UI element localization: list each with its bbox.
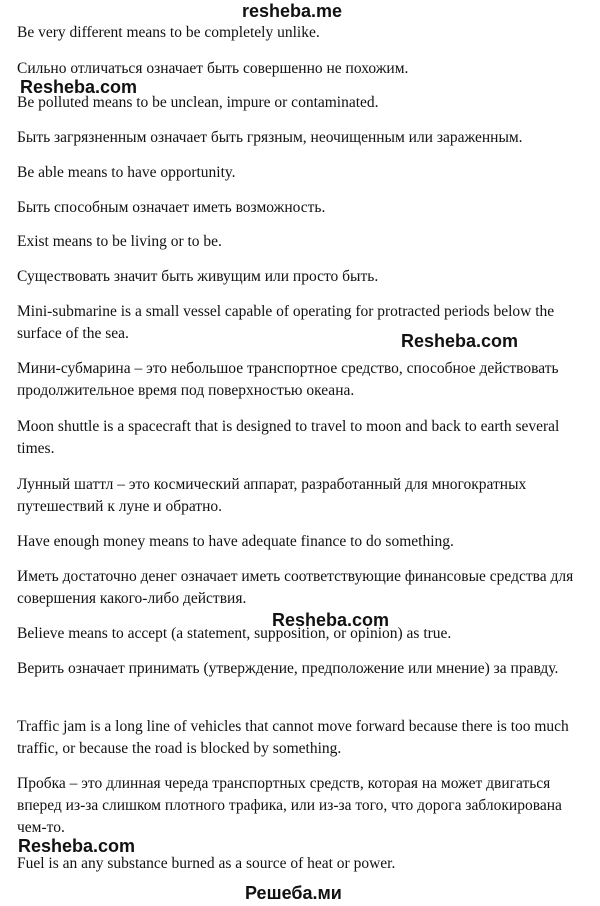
watermark-top: resheba.me [242,1,343,21]
paragraph-7: Exist means to be living or to be. [17,233,222,250]
paragraph-17: Traffic jam is a long line of vehicles that cannot move forward because there is too much traffic, or because the road is blocked by something. [17,718,569,757]
watermark-mark-1: Resheba.com [20,77,138,97]
paragraph-19: Fuel is an any substance burned as a source of heat or power. [17,855,396,872]
paragraph-11: Moon shuttle is a spacecraft that is designed to travel to moon and back to earth several times. [17,418,560,457]
watermark-mark-2: Resheba.com [401,331,519,351]
paragraph-16: Верить означает принимать (утверждение, предположение или мнение) за правду. [17,660,559,677]
paragraph-10: Мини-субмарина – это небольшое транспортное средство, способное действовать продолжительное время под поверхностью океана. [17,360,559,399]
paragraph-4: Быть загрязненным означает быть грязным, неочищенным или зараженным. [17,129,523,146]
watermark-mark-3: Resheba.com [272,610,390,630]
paragraph-15: Believe means to accept (a statement, supposition, or opinion) as true. [17,625,452,642]
watermark-mark-4: Resheba.com [18,836,136,856]
paragraph-9: Mini-submarine is a small vessel capable of operating for protracted periods below the surface of the sea. [17,303,555,342]
paragraph-13: Have enough money means to have adequate finance to do something. [17,533,454,550]
paragraph-12: Лунный шаттл – это космический аппарат, разработанный для многократных путешествий к луне и обратно. [17,476,527,515]
paragraph-6: Быть способным означает иметь возможность. [17,199,326,216]
paragraph-1: Be very different means to be completely unlike. [17,24,320,41]
paragraph-14: Иметь достаточно денег означает иметь соответствующие финансовые средства для совершения какого-либо действия. [17,568,574,607]
paragraph-18: Пробка – это длинная череда транспортных средств, которая на может двигаться вперед из-за слишком плотного трафика, или из-за того, что дорога заблокирована чем-то. [17,775,562,836]
paragraph-5: Be able means to have opportunity. [17,164,236,181]
paragraph-3: Be polluted means to be unclean, impure or contaminated. [17,94,379,111]
paragraph-8: Существовать значит быть живущим или просто быть. [17,268,379,285]
paragraph-2: Сильно отличаться означает быть совершенно не похожим. [17,60,409,77]
watermark-bottom: Решеба.ми [245,883,342,903]
